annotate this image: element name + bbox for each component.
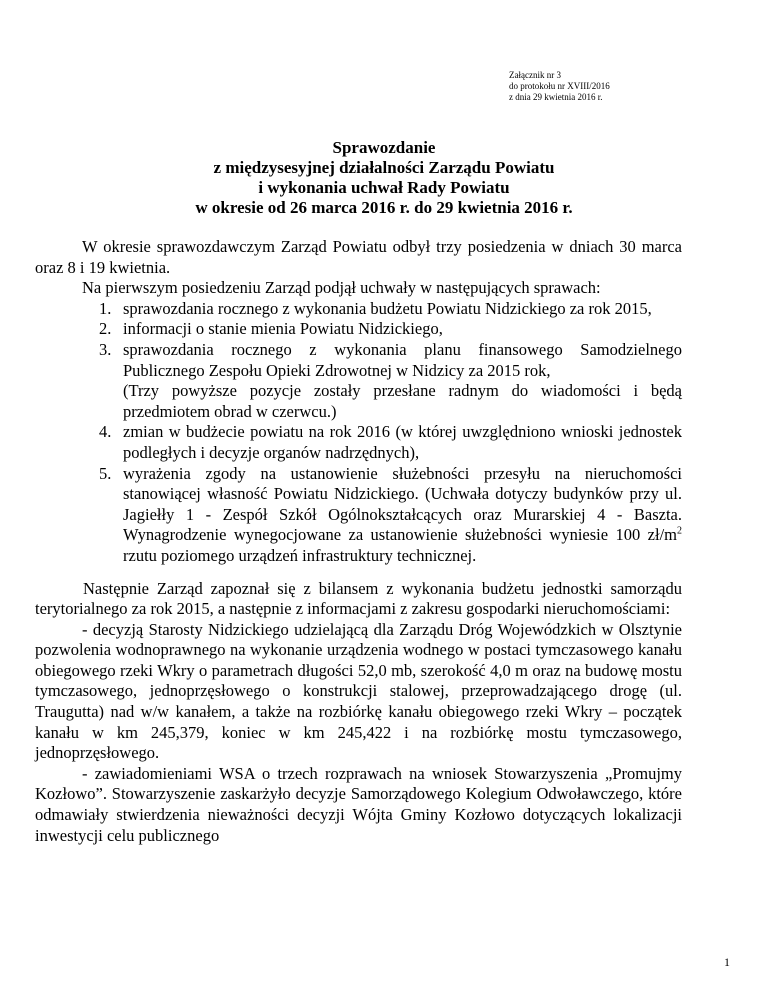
document-title [0,138,768,218]
title-line-4: w okresie od 26 marca 2016 r. do 29 kwietnia 2016 r. [195,198,573,217]
resolutions-list [35,299,682,567]
list-item-text: sprawozdania rocznego z wykonania planu finansowego Samodzielnego Publicznego Zespołu Opieki Zdrowotnej w Nidzicy za 2015 rok, [123,339,682,380]
paragraph-sessions: W okresie sprawozdawczym Zarząd Powiatu odbył trzy posiedzenia w dniach 30 marca oraz 8 i 19 kwietnia. [35,237,682,277]
list-item-number: 2. [99,319,112,339]
list-item-note: (Trzy powyższe pozycje zostały przesłane radnym do wiadomości i będą przedmiotem obrad w czerwcu.) [123,381,682,421]
document-body [35,237,682,846]
paragraph-first-session: Na pierwszym posiedzeniu Zarząd podjął uchwały w następujących sprawach: [82,278,601,298]
list-item-text: informacji o stanie mienia Powiatu Nidzickiego, [123,319,443,339]
list-item-number: 5. [99,463,112,483]
title-line-1: Sprawozdanie [332,138,436,157]
title-line-2: z międzysesyjnej działalności Zarządu Powiatu [213,158,555,177]
list-item [99,299,682,320]
superscript: 2 [677,525,682,537]
list-item-number: 3. [99,339,112,359]
list-item-number: 1. [99,298,112,318]
list-item [99,464,682,567]
list-item [99,340,682,422]
paragraph-wsa: - zawiadomieniami WSA o trzech rozprawach na wniosek Stowarzyszenia „Promujmy Kozłowo”. Stowarzyszenie zaskarżyło decyzje Samorządowego Kolegium Odwoławczego, które odmawiały stwierdzenia nieważności decyzji Wójta Gminy Kozłowo dotyczących lokalizacji inwestycji celu publicznego [35,763,682,845]
list-item-text-tail: rzutu poziomego urządzeń infrastruktury technicznej. [123,545,477,565]
annex-line-1: Załącznik nr 3 [509,70,561,80]
paragraph-balance: Następnie Zarząd zapoznał się z bilansem z wykonania budżetu jednostki samorządu terytorialnego za rok 2015, a następnie z informacjami z zakresu gospodarki nieruchomościami: [35,578,682,619]
annex-line-3: z dnia 29 kwietnia 2016 r. [509,92,603,102]
list-item [99,422,682,463]
annex-line-2: do protokołu nr XVIII/2016 [509,81,610,91]
page-number: 1 [724,955,730,969]
list-item-text: sprawozdania rocznego z wykonania budżetu Powiatu Nidzickiego za rok 2015, [123,298,652,318]
list-item [99,319,682,340]
title-line-3: i wykonania uchwał Rady Powiatu [258,178,510,197]
annex-note [509,70,610,103]
list-item-text: wyrażenia zgody na ustanowienie służebności przesyłu na nieruchomości stanowiącej własność Powiatu Nidzickiego. (Uchwała dotyczy budynków przy ul. Jagiełły 1 - Zespół Szkół Ogólnokształcących oraz Murarskiej 4 - Baszta. Wynagrodzenie wynegocjowane za ustanowienie służebności wyniesie 100 zł/m [123,463,682,545]
paragraph-decision: - decyzją Starosty Nidzickiego udzielającą dla Zarządu Dróg Wojewódzkich w Olsztynie pozwolenia wodnoprawnego na wykonanie urządzenia wodnego w postaci tymczasowego kanału obiegowego rzeki Wkry o parametrach długości 52,0 mb, szerokość 4,0 m oraz na budowę mostu tymczasowego, jednoprzęsłowego o konstrukcji stalowej, przeprowadzającego drogę (ul. Traugutta) nad w/w kanałem, a także na rozbiórkę kanału obiegowego rzeki Wkry – początek kanału w km 245,379, koniec w km 245,422 i na rozbiórkę mostu tymczasowego, jednoprzęsłowego. [35,619,682,763]
list-item-text: zmian w budżecie powiatu na rok 2016 (w której uwzględniono wnioski jednostek podległych i decyzje organów nadrzędnych), [123,422,682,462]
list-item-number: 4. [99,422,112,442]
